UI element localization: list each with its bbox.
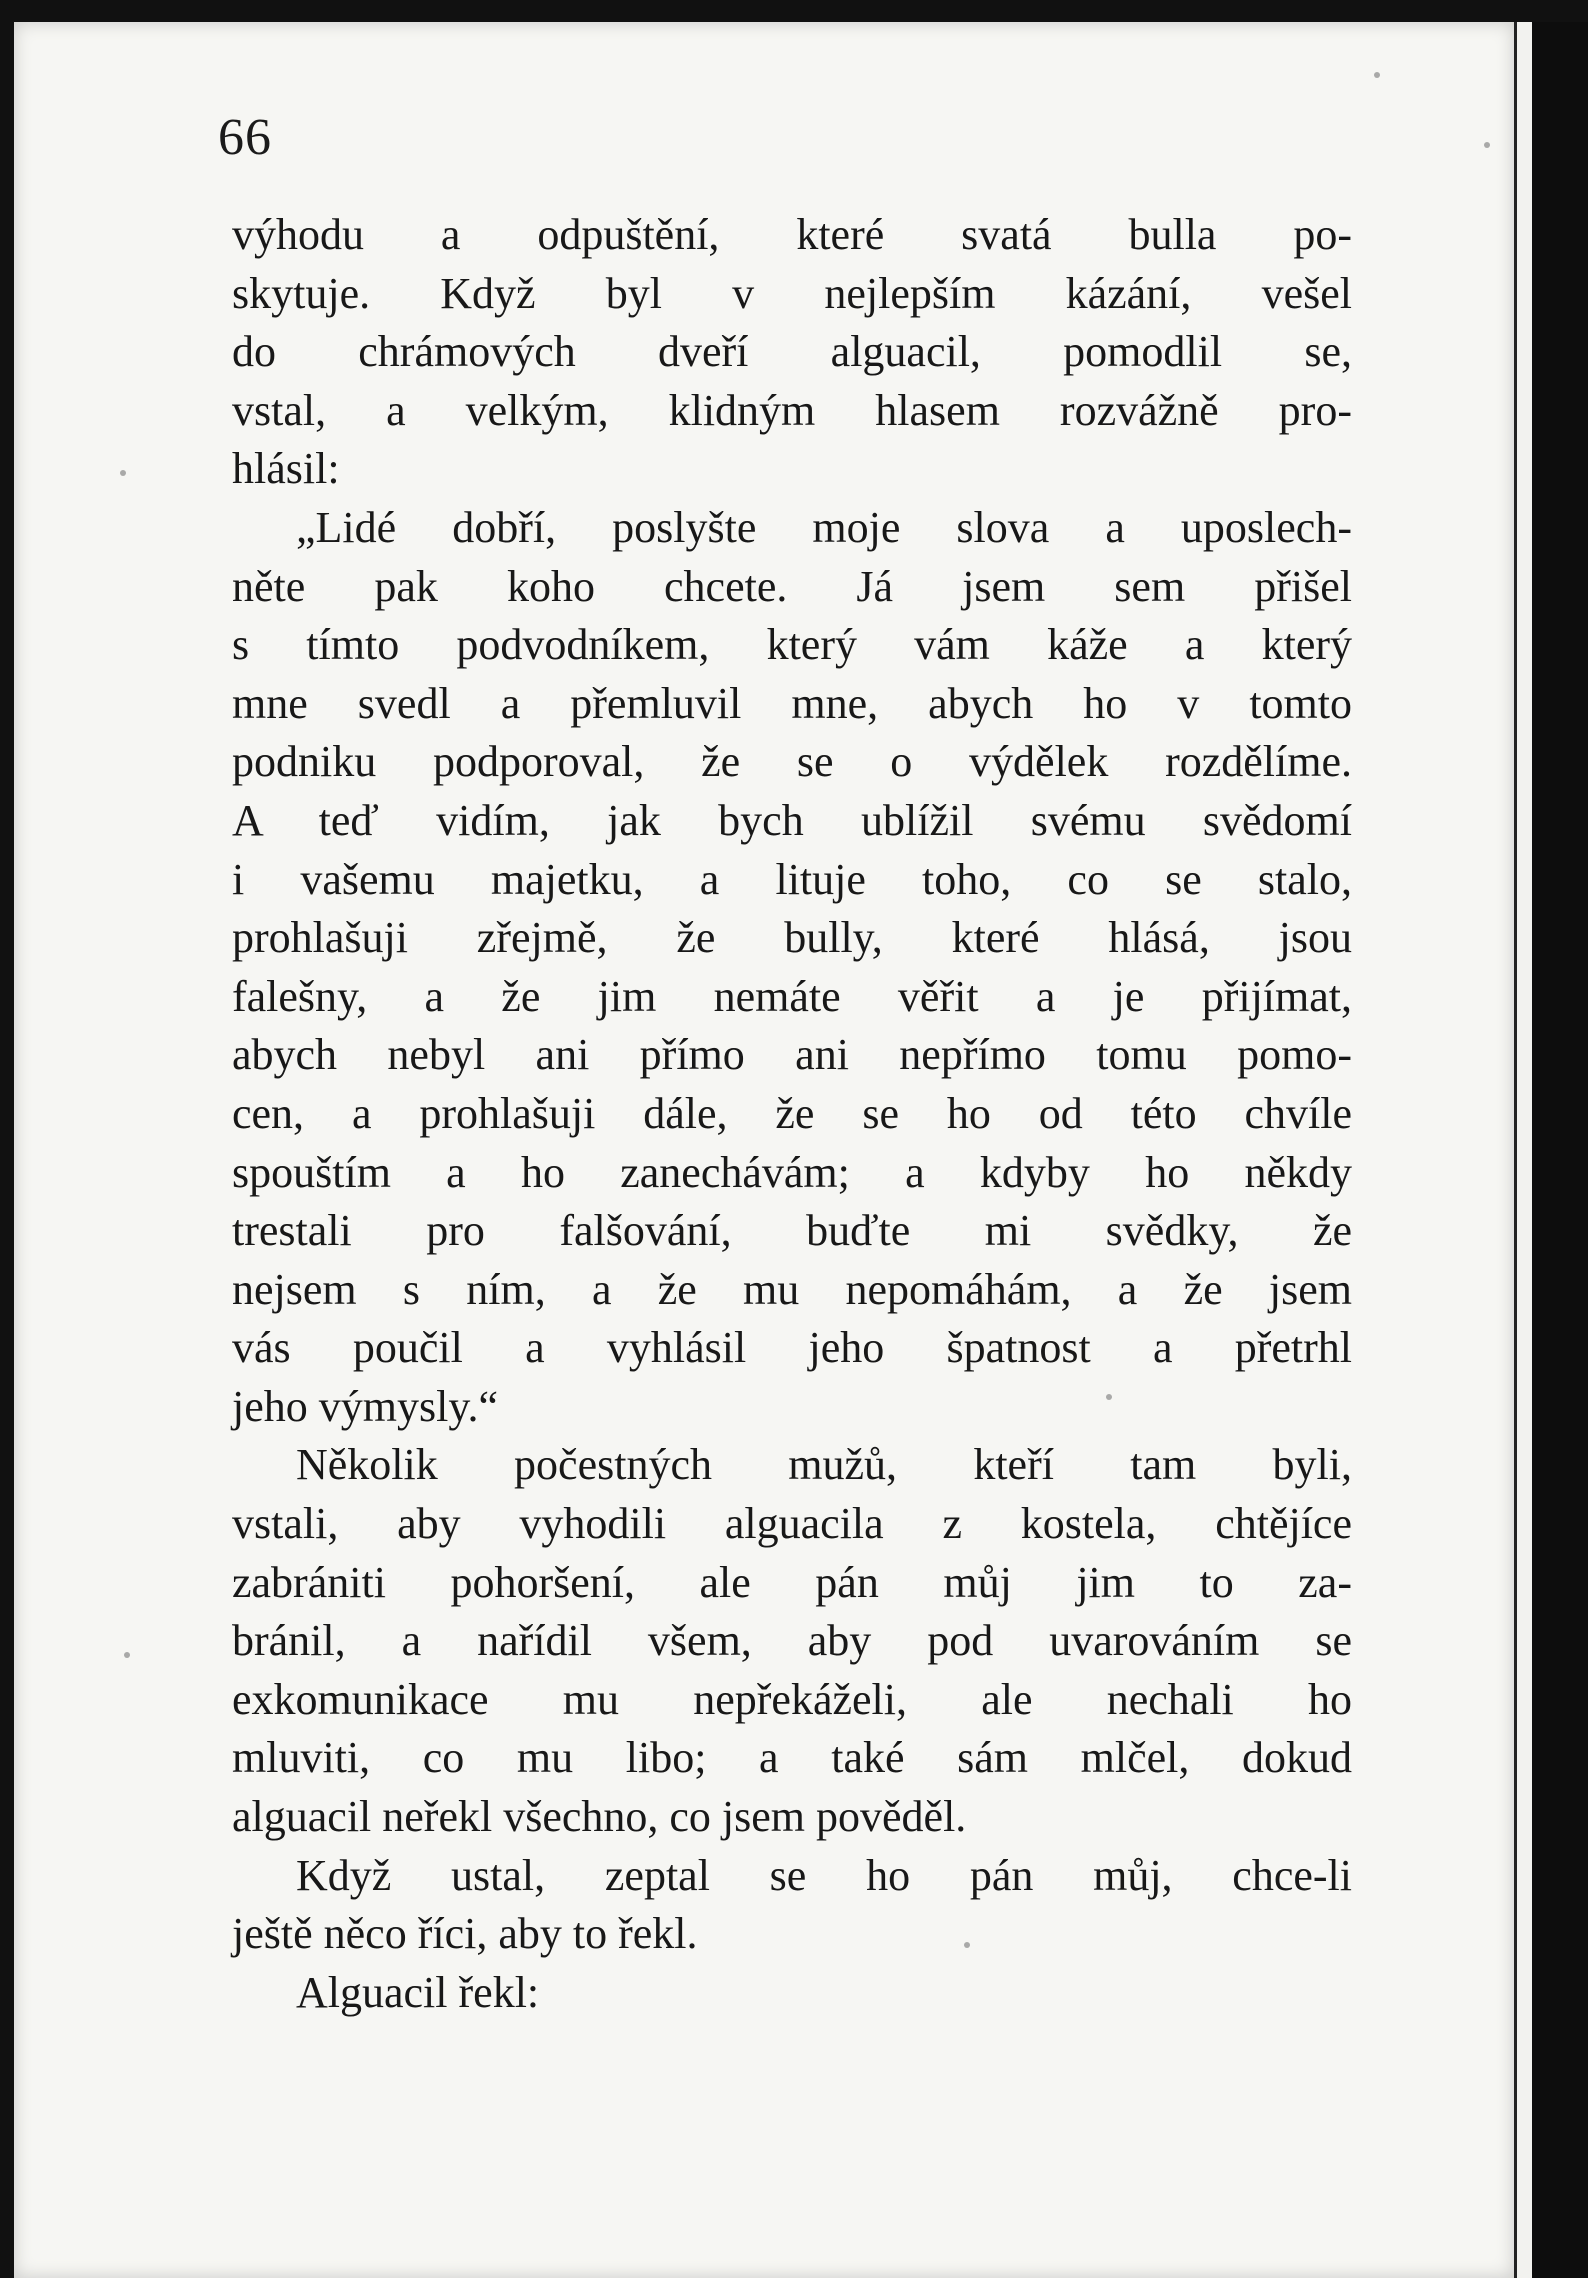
text-line: skytuje. Když byl v nejlepším kázání, vešel — [232, 268, 1352, 318]
text-line: abych nebyl ani přímo ani nepřímo tomu pomo- — [232, 1030, 1352, 1080]
text-line: alguacil neřekl všechno, co jsem pověděl. — [232, 1792, 967, 1842]
text-line: vstali, aby vyhodili alguacila z kostela, chtějíce — [232, 1499, 1352, 1549]
text-line: mluviti, co mu libo; a také sám mlčel, dokud — [232, 1733, 1352, 1783]
text-line: něte pak koho chcete. Já jsem sem přišel — [232, 561, 1352, 611]
paper-speck — [124, 1652, 130, 1658]
text-line: nejsem s ním, a že mu nepomáhám, a že jsem — [232, 1264, 1352, 1314]
text-line: Několik počestných mužů, kteří tam byli, — [296, 1440, 1352, 1490]
body-text — [232, 206, 1352, 2022]
text-line: exkomunikace mu nepřekáželi, ale nechali ho — [232, 1674, 1352, 1724]
text-line: vstal, a velkým, klidným hlasem rozvážně pro- — [232, 385, 1352, 435]
text-line: A teď vidím, jak bych ublížil svému svědomí — [232, 795, 1352, 845]
text-line: Když ustal, zeptal se ho pán můj, chce-li — [296, 1850, 1352, 1900]
paper-speck — [1484, 142, 1490, 148]
text-line: cen, a prohlašuji dále, že se ho od této chvíle — [232, 1088, 1352, 1138]
text-line: jeho výmysly.“ — [232, 1381, 498, 1431]
scan-border — [1532, 22, 1588, 2278]
text-line: s tímto podvodníkem, který vám káže a který — [232, 620, 1352, 670]
text-line: i vašemu majetku, a lituje toho, co se stalo, — [232, 854, 1352, 904]
text-line: falešny, a že jim nemáte věřit a je přijímat, — [232, 971, 1352, 1021]
text-line: „Lidé dobří, poslyšte moje slova a uposlech- — [296, 502, 1352, 552]
text-line: vás poučil a vyhlásil jeho špatnost a přetrhl — [232, 1323, 1352, 1373]
text-line: ještě něco říci, aby to řekl. — [232, 1909, 698, 1959]
text-line: bránil, a nařídil všem, aby pod uvarováním se — [232, 1616, 1352, 1666]
text-line: mne svedl a přemluvil mne, abych ho v tomto — [232, 678, 1352, 728]
text-line: spouštím a ho zanechávám; a kdyby ho někdy — [232, 1147, 1352, 1197]
text-line: do chrámových dveří alguacil, pomodlil se, — [232, 327, 1352, 377]
text-line: podniku podporoval, že se o výdělek rozdělíme. — [232, 737, 1352, 787]
text-line: trestali pro falšování, buďte mi svědky, že — [232, 1206, 1352, 1256]
text-line: Alguacil řekl: — [296, 1967, 540, 2017]
text-line: výhodu a odpuštění, které svatá bulla po- — [232, 210, 1352, 259]
text-line: prohlašuji zřejmě, že bully, které hlásá, jsou — [232, 913, 1352, 963]
page-number: 66 — [218, 109, 272, 166]
text-line: hlásil: — [232, 444, 340, 494]
paper-speck — [120, 470, 126, 476]
text-line: zabrániti pohoršení, ale pán můj jim to za- — [232, 1557, 1352, 1607]
paper-speck — [1374, 72, 1380, 78]
